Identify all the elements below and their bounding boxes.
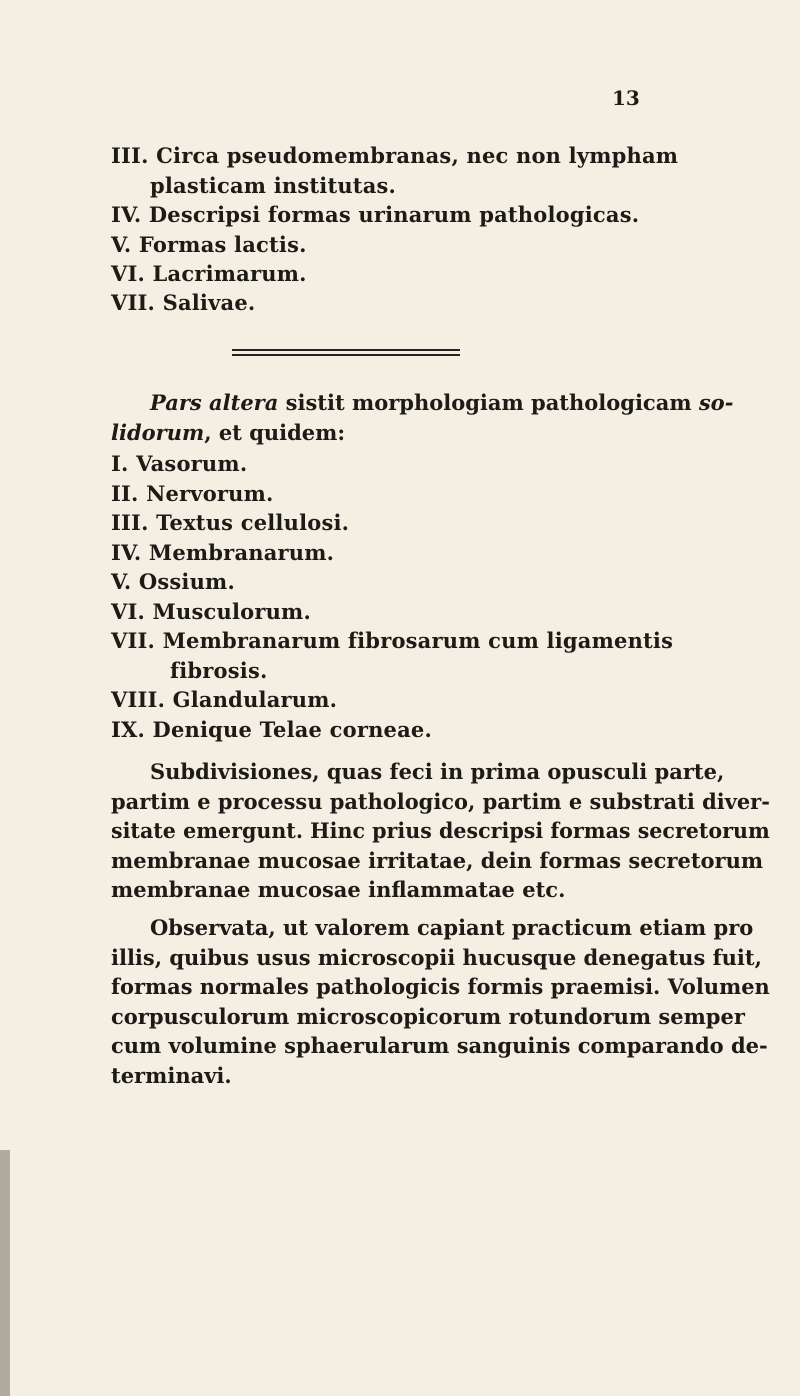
list-item: V. Ossium. <box>111 569 235 594</box>
paragraph-line: corpusculorum microscopicorum rotundorum semper <box>111 1004 745 1029</box>
page-number: 13 <box>612 86 640 110</box>
list-item: V. Formas lactis. <box>111 232 307 257</box>
section-divider <box>232 354 460 356</box>
list-item: III. Textus cellulosi. <box>111 510 350 535</box>
paragraph-line: terminavi. <box>111 1063 232 1088</box>
list-item: I. Vasorum. <box>111 451 248 476</box>
list-item: IX. Denique Telae corneae. <box>111 717 432 742</box>
list-item: VIII. Glandularum. <box>111 687 338 712</box>
paragraph-line: membranae mucosae irritatae, dein formas secretorum <box>111 848 764 873</box>
list-item: VII. Membranarum fibrosarum cum ligamentis <box>111 628 674 653</box>
paragraph-line: partim e processu pathologico, partim e substrati diver- <box>111 789 770 814</box>
paragraph-line: cum volumine sphaerularum sanguinis comparando de- <box>111 1033 768 1058</box>
paragraph-line: sitate emergunt. Hinc prius descripsi formas secretorum <box>111 818 770 843</box>
intro-line: lidorum, et quidem: <box>111 420 346 445</box>
list-item: VII. Salivae. <box>111 290 256 315</box>
list-item: VI. Lacrimarum. <box>111 261 307 286</box>
list-item: IV. Descripsi formas urinarum pathologicas. <box>111 202 640 227</box>
section-divider <box>232 349 460 351</box>
list-item: VI. Musculorum. <box>111 599 311 624</box>
list-item: II. Nervorum. <box>111 481 274 506</box>
list-item: plasticam institutas. <box>150 173 397 198</box>
page-edge-shadow <box>0 1150 10 1396</box>
paragraph-line: formas normales pathologicis formis praemisi. Volumen <box>111 974 770 999</box>
paragraph-line: membranae mucosae inflammatae etc. <box>111 877 566 902</box>
paragraph-line: Subdivisiones, quas feci in prima opusculi parte, <box>150 759 725 784</box>
intro-line: Pars altera sistit morphologiam pathologicam so- <box>150 390 734 415</box>
list-item: IV. Membranarum. <box>111 540 335 565</box>
list-item: III. Circa pseudomembranas, nec non lympham <box>111 143 679 168</box>
list-item: fibrosis. <box>170 658 268 683</box>
paragraph-line: illis, quibus usus microscopii hucusque denegatus fuit, <box>111 945 762 970</box>
paragraph-line: Observata, ut valorem capiant practicum etiam pro <box>150 915 754 940</box>
